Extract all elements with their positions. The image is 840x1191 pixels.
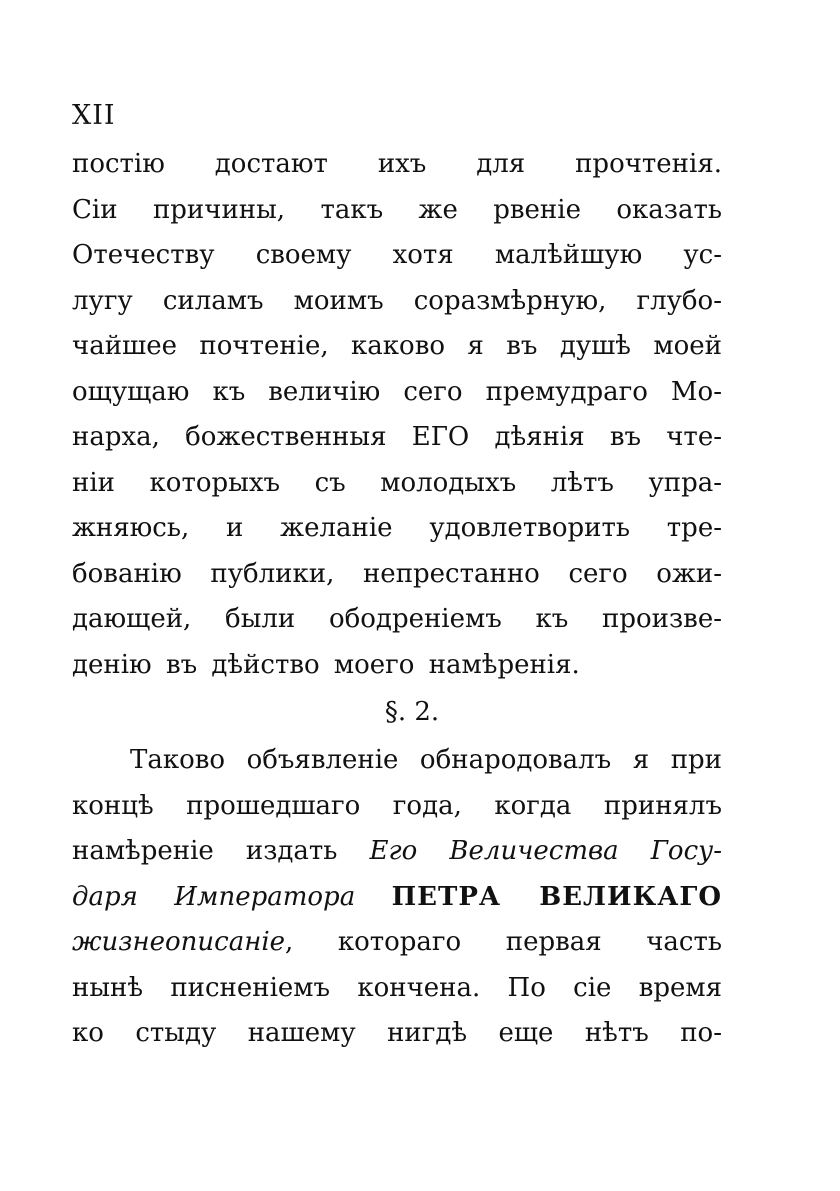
text-run: , котораго первая часть (285, 927, 722, 957)
text-line: концѣ прошедшаго года, когда принялъ (72, 790, 722, 821)
text-line: дающей, были ободреніемъ къ произве- (72, 604, 722, 634)
text-line: лугу силамъ моимъ соразмѣрную, глубо- (72, 285, 722, 316)
text-line: денію въ дѣйство моего намѣренія. (72, 649, 580, 680)
italic-run: даря Императора (72, 881, 356, 912)
italic-run: Его Величества Госу- (369, 836, 722, 866)
text-line: ніи которыхъ съ молодыхъ лѣтъ упра- (72, 467, 722, 498)
text-line: бованію публики, непрестанно сего ожи- (72, 558, 722, 589)
text-line: нарха, божественныя ЕГО дѣянія въ чте- (72, 422, 722, 452)
text-line: Сіи причины, такъ же рвеніе оказать (72, 194, 722, 225)
text-line (72, 829, 722, 875)
section-heading: §. 2. (384, 697, 440, 727)
italic-run: жизнеописаніе (72, 927, 286, 957)
text-run: намѣреніе издать (72, 836, 338, 866)
text-line: постію достают ихъ для прочтенія. (72, 149, 722, 179)
page-number: XII (72, 100, 116, 131)
text-line: ощущаю къ величію сего премудраго Мо- (72, 376, 722, 407)
paragraph-1 (72, 142, 722, 688)
text-line: чайшее почтеніе, каково я въ душѣ моей (72, 331, 722, 361)
text-line: Отечеству своему хотя малѣйшую ус- (72, 240, 722, 270)
text-line (72, 920, 722, 966)
paragraph-2 (72, 738, 722, 1057)
text-line: жняюсь, и желаніе удовлетворить тре- (72, 513, 722, 543)
text-line: Таково объявленіе обнародовалъ я при (130, 745, 722, 775)
text-line: ко стыду нашему нигдѣ еще нѣтъ по- (72, 1018, 722, 1048)
page-text (72, 142, 722, 1057)
caps-run: ПЕТРА ВЕЛИКАГО (391, 881, 723, 912)
text-line: нынѣ писненіемъ кончена. По сіе время (72, 972, 722, 1003)
text-line (72, 875, 722, 921)
